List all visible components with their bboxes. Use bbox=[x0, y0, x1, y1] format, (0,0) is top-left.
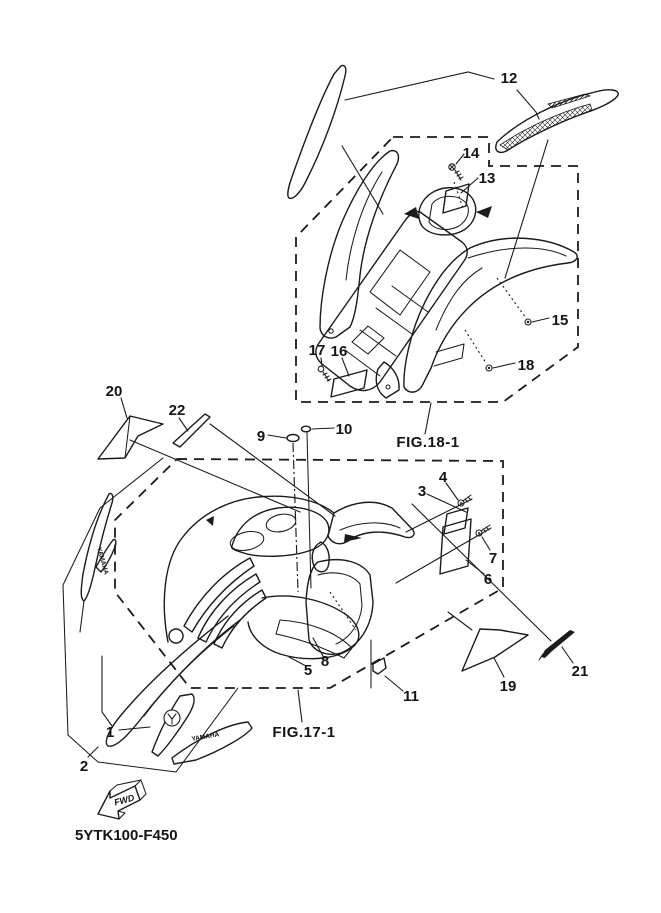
nose-yamaha-decal bbox=[172, 722, 252, 764]
yamaha-nose-text: YAMAHA bbox=[191, 731, 220, 743]
callout-19: 19 bbox=[499, 678, 517, 695]
callout-2: 2 bbox=[79, 758, 89, 775]
clip-11 bbox=[371, 640, 386, 688]
callout-9: 9 bbox=[256, 428, 266, 445]
callout-16: 16 bbox=[330, 343, 348, 360]
decal-20 bbox=[98, 416, 163, 459]
fwd-arrow bbox=[98, 780, 146, 819]
callout-21: 21 bbox=[571, 663, 589, 680]
screw-7 bbox=[476, 525, 490, 536]
bolt-10 bbox=[302, 426, 312, 588]
fig18-label: FIG.18-1 bbox=[396, 434, 460, 451]
callout-17: 17 bbox=[308, 342, 326, 359]
part-code: 5YTK100-F450 bbox=[75, 827, 178, 844]
front-fender-assembly-art bbox=[63, 458, 414, 772]
rear-fender-assembly-art bbox=[316, 151, 577, 398]
screw-17 bbox=[318, 366, 331, 381]
callout-20: 20 bbox=[105, 383, 123, 400]
callout-6: 6 bbox=[483, 571, 493, 588]
callout-leaders bbox=[88, 154, 573, 757]
decal-12-right bbox=[496, 90, 618, 278]
bolt-18-axis bbox=[465, 330, 486, 363]
screw-14 bbox=[449, 164, 463, 180]
bolt-15-axis bbox=[497, 278, 526, 318]
decal-12-left bbox=[288, 65, 383, 214]
plate-16 bbox=[331, 370, 367, 397]
callout-7: 7 bbox=[488, 550, 498, 567]
callout-1: 1 bbox=[105, 724, 115, 741]
callout-14: 14 bbox=[462, 145, 480, 162]
callout-15: 15 bbox=[551, 312, 569, 329]
callout-13: 13 bbox=[478, 170, 496, 187]
bolt-18 bbox=[486, 365, 492, 371]
callout-3: 3 bbox=[417, 483, 427, 500]
washer-9 bbox=[287, 435, 299, 593]
side-fork-decal bbox=[80, 493, 116, 632]
placement-lines bbox=[130, 424, 551, 641]
callout-12: 12 bbox=[500, 70, 518, 87]
callout-8: 8 bbox=[320, 653, 330, 670]
yamaha-side-text: YAMAHA bbox=[95, 546, 110, 576]
fwd-label: FWD bbox=[113, 792, 136, 808]
callout-10: 10 bbox=[335, 421, 353, 438]
callout-22: 22 bbox=[168, 402, 186, 419]
callout-5: 5 bbox=[303, 662, 313, 679]
callout-4: 4 bbox=[438, 469, 448, 486]
fig17-label: FIG.17-1 bbox=[272, 724, 336, 741]
callout-11: 11 bbox=[403, 688, 419, 705]
callout-18: 18 bbox=[517, 357, 535, 374]
decal-19 bbox=[462, 629, 528, 671]
bolt-15 bbox=[525, 319, 531, 325]
